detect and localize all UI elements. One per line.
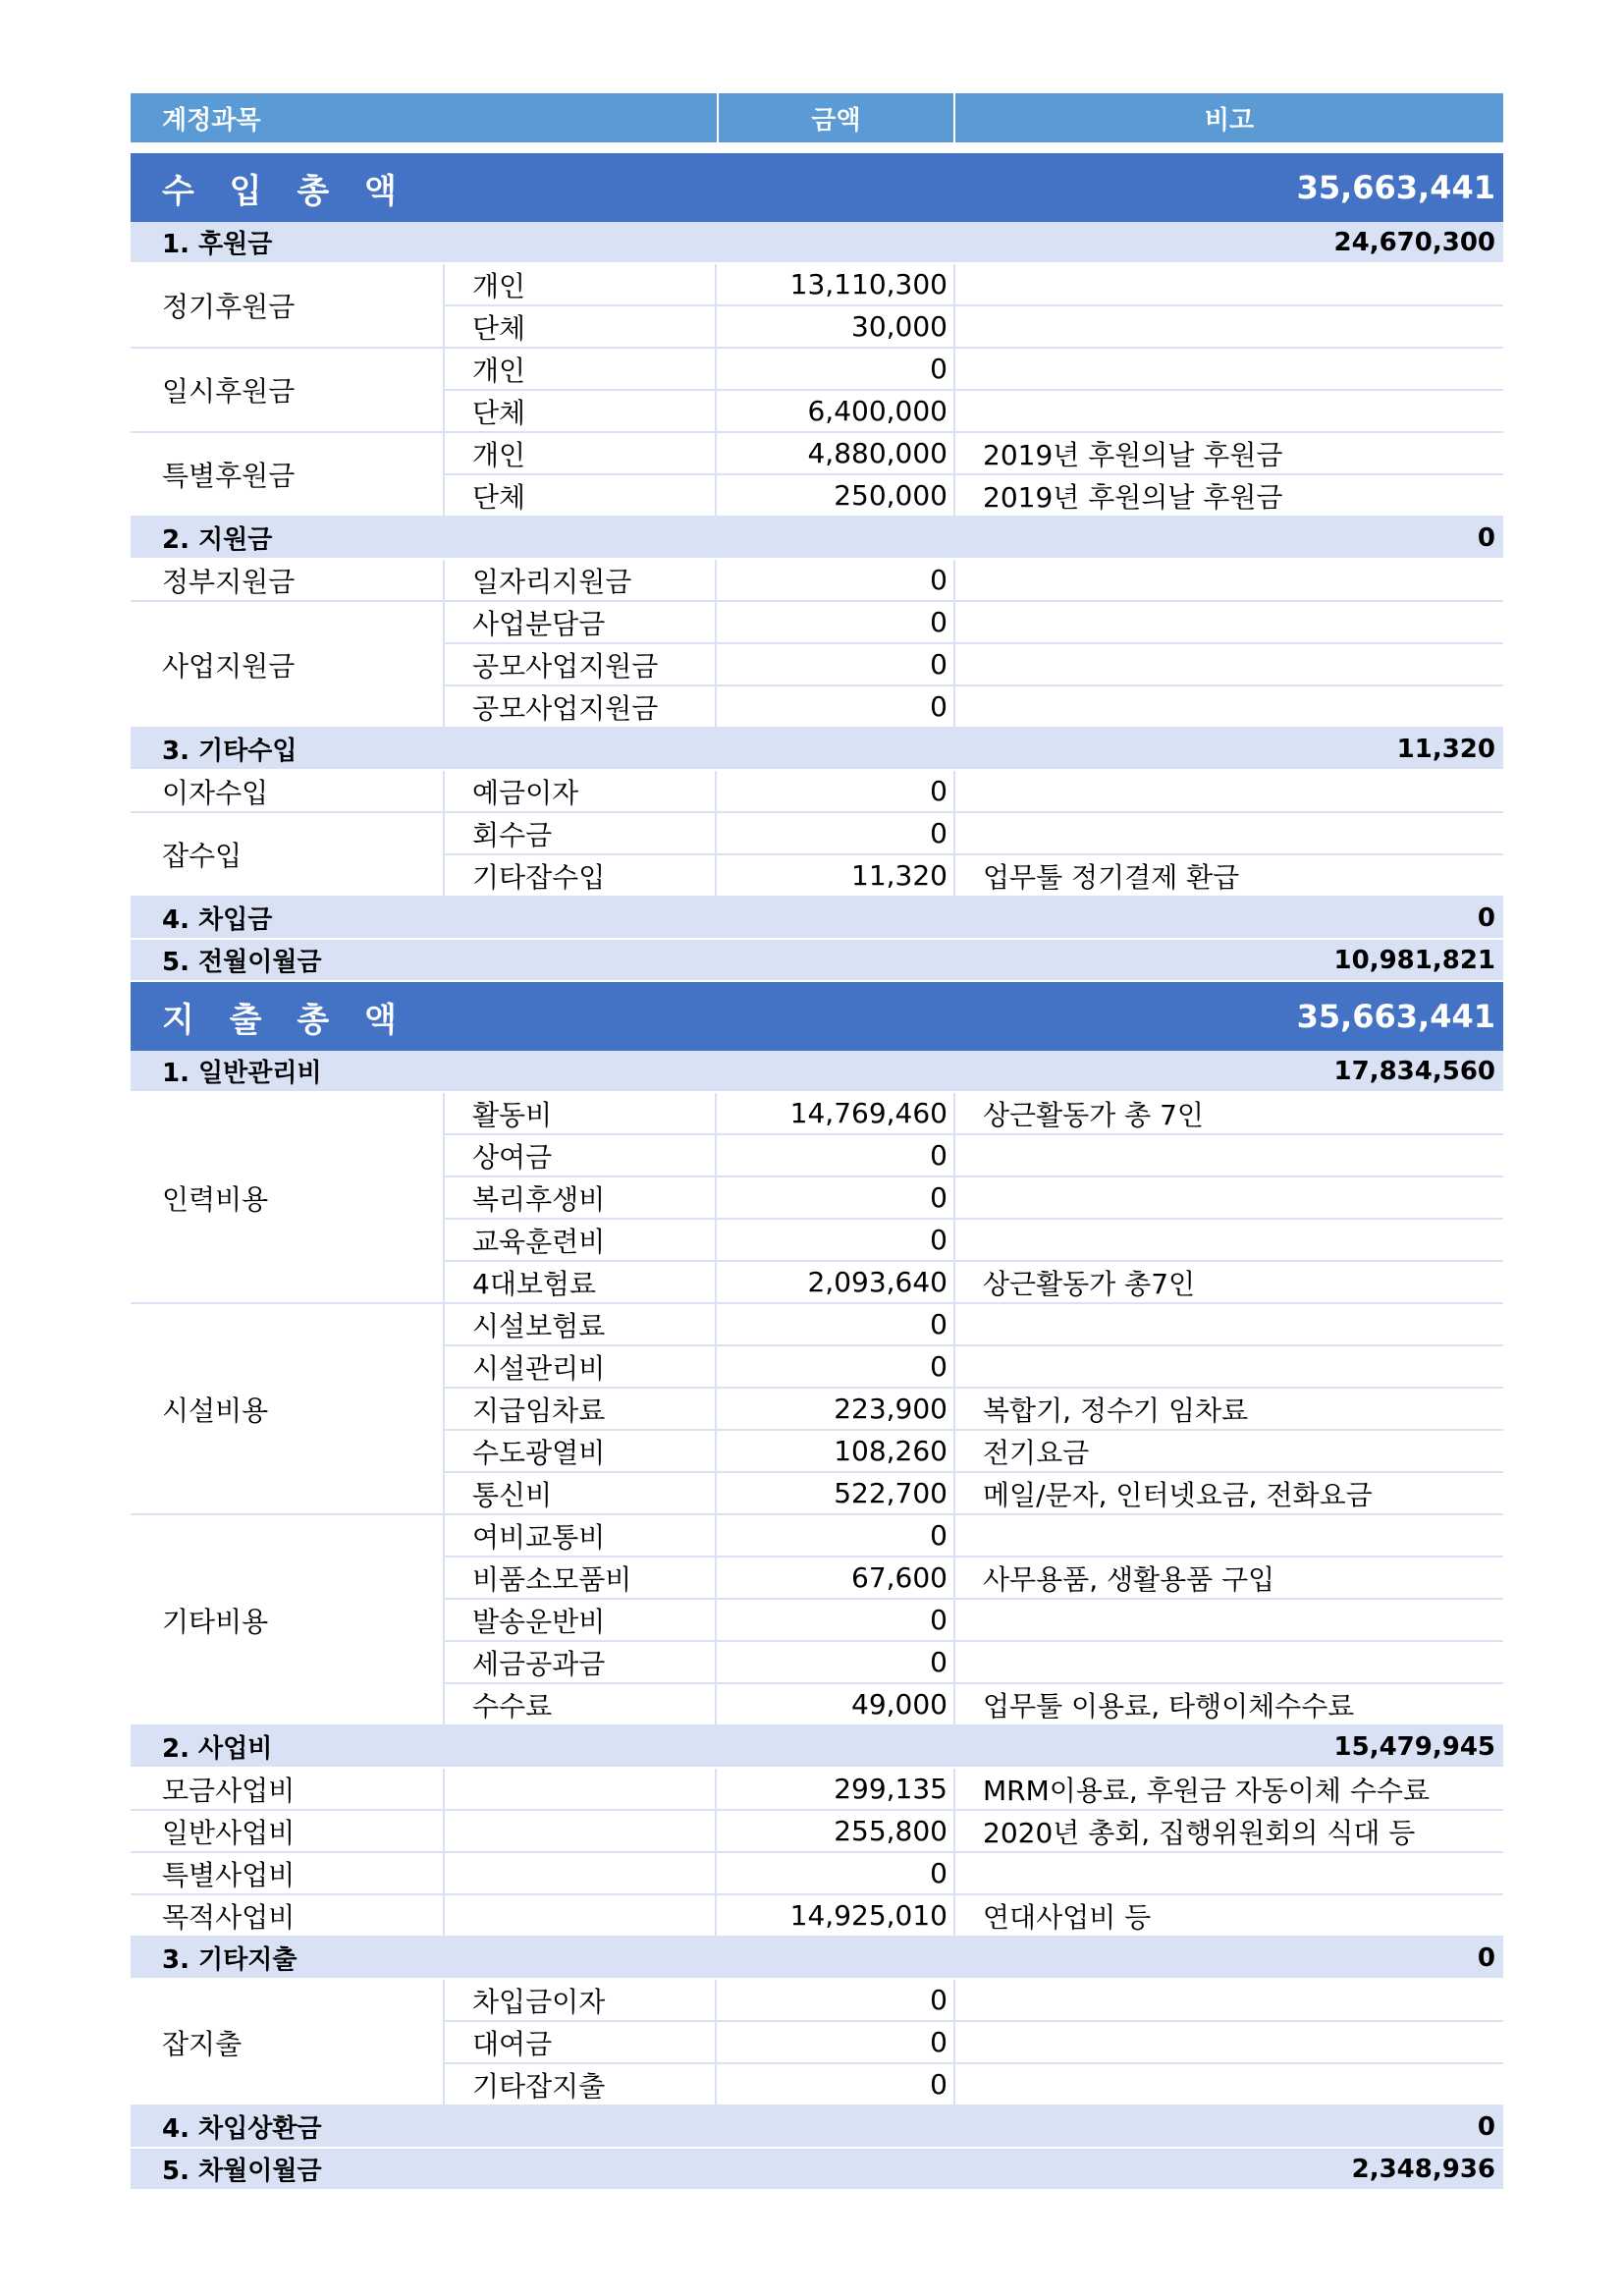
table-row bbox=[445, 2064, 1503, 2106]
table-row bbox=[445, 1473, 1503, 1515]
amount-cell: 0 bbox=[717, 1220, 955, 1260]
sub-account: 기타잡지출 bbox=[445, 2064, 717, 2105]
header-amount: 금액 bbox=[717, 93, 955, 142]
account-group bbox=[131, 1980, 1503, 2106]
table-row bbox=[445, 349, 1503, 391]
table-body bbox=[131, 153, 1503, 2191]
group-name: 일시후원금 bbox=[131, 349, 445, 433]
section-label: 5. 전월이월금 bbox=[162, 948, 322, 977]
account-group bbox=[131, 813, 1503, 898]
group-rows bbox=[445, 1304, 1503, 1515]
group-name: 잡지출 bbox=[131, 1980, 445, 2106]
group-rows bbox=[445, 602, 1503, 729]
amount-cell: 0 bbox=[717, 644, 955, 684]
group-rows bbox=[445, 1811, 1503, 1853]
remark-cell bbox=[955, 813, 1503, 853]
section-label: 2. 사업비 bbox=[162, 1734, 273, 1764]
section-header bbox=[131, 222, 1503, 264]
sub-account: 회수금 bbox=[445, 813, 717, 853]
amount-cell: 0 bbox=[717, 1642, 955, 1682]
remark-cell bbox=[955, 1853, 1503, 1893]
group-rows bbox=[445, 349, 1503, 433]
account-group bbox=[131, 349, 1503, 433]
table-row bbox=[445, 1304, 1503, 1346]
remark-cell bbox=[955, 1642, 1503, 1682]
section-total: 24,670,300 bbox=[1333, 227, 1495, 257]
section-label: 5. 차월이월금 bbox=[162, 2157, 322, 2186]
sub-account: 복리후생비 bbox=[445, 1177, 717, 1218]
group-name: 목적사업비 bbox=[131, 1895, 445, 1938]
account-group bbox=[131, 1811, 1503, 1853]
amount-cell: 0 bbox=[717, 813, 955, 853]
amount-cell: 0 bbox=[717, 771, 955, 811]
table-row bbox=[445, 433, 1503, 475]
account-group bbox=[131, 1895, 1503, 1938]
section-header bbox=[131, 518, 1503, 560]
table-header bbox=[131, 93, 1503, 142]
sub-account: 수수료 bbox=[445, 1684, 717, 1724]
remark-cell bbox=[955, 1135, 1503, 1175]
table-row bbox=[445, 475, 1503, 518]
sub-account: 개인 bbox=[445, 264, 717, 304]
sub-account: 발송운반비 bbox=[445, 1600, 717, 1640]
sub-account: 개인 bbox=[445, 433, 717, 473]
remark-cell bbox=[955, 2064, 1503, 2105]
table-row bbox=[445, 306, 1503, 349]
group-name: 특별후원금 bbox=[131, 433, 445, 518]
section-total: 0 bbox=[1477, 522, 1495, 553]
table-row bbox=[445, 1811, 1503, 1853]
group-rows bbox=[445, 1093, 1503, 1304]
section-header bbox=[131, 2106, 1503, 2149]
table-row bbox=[445, 1346, 1503, 1389]
table-row bbox=[445, 602, 1503, 644]
amount-cell: 250,000 bbox=[717, 475, 955, 516]
section-header bbox=[131, 940, 1503, 982]
sub-account: 차입금이자 bbox=[445, 1980, 717, 2020]
section-label: 3. 기타지출 bbox=[162, 1945, 298, 1975]
section-header bbox=[131, 898, 1503, 940]
table-row bbox=[445, 1895, 1503, 1938]
table-row bbox=[445, 686, 1503, 729]
group-rows bbox=[445, 264, 1503, 349]
group-rows bbox=[445, 1980, 1503, 2106]
sub-account: 지급임차료 bbox=[445, 1389, 717, 1429]
group-name: 인력비용 bbox=[131, 1093, 445, 1304]
group-rows bbox=[445, 771, 1503, 813]
table-row bbox=[445, 1515, 1503, 1558]
section-label: 1. 일반관리비 bbox=[162, 1059, 322, 1088]
table-row bbox=[445, 855, 1503, 898]
group-name: 모금사업비 bbox=[131, 1769, 445, 1811]
table-row bbox=[445, 1177, 1503, 1220]
sub-account: 수도광열비 bbox=[445, 1431, 717, 1471]
group-name: 기타비용 bbox=[131, 1515, 445, 1726]
header-account: 계정과목 bbox=[162, 105, 261, 136]
remark-cell bbox=[955, 391, 1503, 431]
amount-cell: 11,320 bbox=[717, 855, 955, 896]
spacer bbox=[131, 142, 1503, 153]
section-header bbox=[131, 2149, 1503, 2191]
section-total: 2,348,936 bbox=[1351, 2154, 1495, 2184]
table-row bbox=[445, 1600, 1503, 1642]
group-rows bbox=[445, 433, 1503, 518]
table-row bbox=[445, 1220, 1503, 1262]
amount-cell: 522,700 bbox=[717, 1473, 955, 1513]
amount-cell: 0 bbox=[717, 1304, 955, 1344]
sub-account: 활동비 bbox=[445, 1093, 717, 1133]
sub-account: 상여금 bbox=[445, 1135, 717, 1175]
amount-cell: 223,900 bbox=[717, 1389, 955, 1429]
section-header bbox=[131, 1938, 1503, 1980]
remark-cell bbox=[955, 560, 1503, 600]
sub-account bbox=[445, 1811, 717, 1851]
table-row bbox=[445, 1093, 1503, 1135]
group-rows bbox=[445, 1515, 1503, 1726]
section-total: 15,479,945 bbox=[1333, 1731, 1495, 1762]
table-row bbox=[445, 264, 1503, 306]
group-name: 특별사업비 bbox=[131, 1853, 445, 1895]
amount-cell: 108,260 bbox=[717, 1431, 955, 1471]
table-row bbox=[445, 1558, 1503, 1600]
amount-cell: 255,800 bbox=[717, 1811, 955, 1851]
remark-cell bbox=[955, 771, 1503, 811]
table-row bbox=[445, 2022, 1503, 2064]
sub-account: 공모사업지원금 bbox=[445, 686, 717, 727]
account-group bbox=[131, 433, 1503, 518]
account-group bbox=[131, 1853, 1503, 1895]
sub-account: 개인 bbox=[445, 349, 717, 389]
table-row bbox=[445, 391, 1503, 433]
sub-account: 공모사업지원금 bbox=[445, 644, 717, 684]
amount-cell: 0 bbox=[717, 1853, 955, 1893]
table-row bbox=[445, 1853, 1503, 1895]
amount-cell: 0 bbox=[717, 1135, 955, 1175]
table-row bbox=[445, 1135, 1503, 1177]
income-title: 수 입 총 액 bbox=[162, 171, 408, 211]
section-header bbox=[131, 1726, 1503, 1769]
remark-cell bbox=[955, 1220, 1503, 1260]
remark-cell: 메일/문자, 인터넷요금, 전화요금 bbox=[983, 1478, 1373, 1511]
section-header bbox=[131, 1051, 1503, 1093]
group-name: 시설비용 bbox=[131, 1304, 445, 1515]
amount-cell: 0 bbox=[717, 1177, 955, 1218]
section-total: 0 bbox=[1477, 902, 1495, 933]
remark-cell bbox=[955, 1515, 1503, 1556]
group-rows bbox=[445, 1853, 1503, 1895]
amount-cell: 0 bbox=[717, 1515, 955, 1556]
table-row bbox=[445, 1684, 1503, 1726]
table-row bbox=[445, 1262, 1503, 1304]
sub-account: 기타잡수입 bbox=[445, 855, 717, 896]
account-group bbox=[131, 1515, 1503, 1726]
table-row bbox=[445, 1769, 1503, 1811]
remark-cell: 전기요금 bbox=[983, 1436, 1090, 1469]
section-total: 0 bbox=[1477, 2111, 1495, 2142]
group-name: 정부지원금 bbox=[131, 560, 445, 602]
section-label: 2. 지원금 bbox=[162, 525, 273, 555]
budget-table bbox=[131, 93, 1503, 2191]
remark-cell bbox=[955, 2022, 1503, 2062]
section-total: 11,320 bbox=[1396, 734, 1495, 764]
remark-cell bbox=[955, 1980, 1503, 2020]
remark-cell: 2019년 후원의날 후원금 bbox=[983, 480, 1283, 514]
remark-cell: 복합기, 정수기 임차료 bbox=[983, 1394, 1249, 1427]
amount-cell: 299,135 bbox=[717, 1769, 955, 1809]
remark-cell bbox=[955, 264, 1503, 304]
sub-account: 단체 bbox=[445, 475, 717, 516]
remark-cell: 업무툴 정기결제 환급 bbox=[983, 860, 1240, 894]
sub-account: 통신비 bbox=[445, 1473, 717, 1513]
table-row bbox=[445, 1431, 1503, 1473]
amount-cell: 0 bbox=[717, 2022, 955, 2062]
sub-account: 4대보험료 bbox=[445, 1262, 717, 1302]
account-group bbox=[131, 560, 1503, 602]
amount-cell: 13,110,300 bbox=[717, 264, 955, 304]
amount-cell: 0 bbox=[717, 2064, 955, 2105]
income-total-bar bbox=[131, 153, 1503, 222]
account-group bbox=[131, 1304, 1503, 1515]
account-group bbox=[131, 771, 1503, 813]
group-name: 정기후원금 bbox=[131, 264, 445, 349]
expense-total: 35,663,441 bbox=[1296, 998, 1495, 1035]
remark-cell: 2019년 후원의날 후원금 bbox=[983, 438, 1283, 471]
group-rows bbox=[445, 1895, 1503, 1938]
section-label: 3. 기타수입 bbox=[162, 737, 298, 766]
account-group bbox=[131, 1769, 1503, 1811]
remark-cell bbox=[955, 349, 1503, 389]
table-row bbox=[445, 1642, 1503, 1684]
group-rows bbox=[445, 813, 1503, 898]
remark-cell bbox=[955, 1600, 1503, 1640]
amount-cell: 14,769,460 bbox=[717, 1093, 955, 1133]
expense-total-bar bbox=[131, 982, 1503, 1051]
section-label: 4. 차입상환금 bbox=[162, 2114, 322, 2144]
account-group bbox=[131, 1093, 1503, 1304]
amount-cell: 0 bbox=[717, 560, 955, 600]
sub-account: 일자리지원금 bbox=[445, 560, 717, 600]
table-row bbox=[445, 1389, 1503, 1431]
sub-account bbox=[445, 1769, 717, 1809]
sub-account bbox=[445, 1853, 717, 1893]
table-row bbox=[445, 560, 1503, 602]
amount-cell: 6,400,000 bbox=[717, 391, 955, 431]
group-name: 일반사업비 bbox=[131, 1811, 445, 1853]
section-total: 0 bbox=[1477, 1942, 1495, 1973]
account-group bbox=[131, 264, 1503, 349]
remark-cell: 상근활동가 총7인 bbox=[983, 1267, 1196, 1300]
section-label: 1. 후원금 bbox=[162, 230, 273, 259]
sub-account: 예금이자 bbox=[445, 771, 717, 811]
amount-cell: 0 bbox=[717, 1600, 955, 1640]
sub-account bbox=[445, 1895, 717, 1936]
remark-cell: 사무용품, 생활용품 구입 bbox=[983, 1562, 1275, 1596]
amount-cell: 67,600 bbox=[717, 1558, 955, 1598]
sub-account: 시설보험료 bbox=[445, 1304, 717, 1344]
amount-cell: 0 bbox=[717, 1346, 955, 1387]
group-name: 사업지원금 bbox=[131, 602, 445, 729]
sub-account: 시설관리비 bbox=[445, 1346, 717, 1387]
account-group bbox=[131, 602, 1503, 729]
amount-cell: 0 bbox=[717, 1980, 955, 2020]
remark-cell bbox=[955, 306, 1503, 347]
header-remark: 비고 bbox=[1204, 105, 1255, 136]
income-total: 35,663,441 bbox=[1296, 169, 1495, 206]
remark-cell bbox=[955, 1346, 1503, 1387]
remark-cell: 연대사업비 등 bbox=[983, 1900, 1152, 1934]
group-rows bbox=[445, 1769, 1503, 1811]
remark-cell bbox=[955, 1177, 1503, 1218]
sub-account: 비품소모품비 bbox=[445, 1558, 717, 1598]
amount-cell: 14,925,010 bbox=[717, 1895, 955, 1936]
sub-account: 여비교통비 bbox=[445, 1515, 717, 1556]
sub-account: 교육훈련비 bbox=[445, 1220, 717, 1260]
remark-cell bbox=[955, 686, 1503, 727]
remark-cell: MRM이용료, 후원금 자동이체 수수료 bbox=[983, 1774, 1430, 1807]
section-total: 10,981,821 bbox=[1333, 945, 1495, 975]
table-row bbox=[445, 813, 1503, 855]
remark-cell: 2020년 총회, 집행위원회의 식대 등 bbox=[983, 1816, 1416, 1849]
sub-account: 단체 bbox=[445, 306, 717, 347]
amount-cell: 0 bbox=[717, 686, 955, 727]
amount-cell: 30,000 bbox=[717, 306, 955, 347]
group-name: 이자수입 bbox=[131, 771, 445, 813]
section-total: 17,834,560 bbox=[1333, 1056, 1495, 1086]
section-label: 4. 차입금 bbox=[162, 905, 273, 935]
group-name: 잡수입 bbox=[131, 813, 445, 898]
sub-account: 사업분담금 bbox=[445, 602, 717, 642]
remark-cell bbox=[955, 1304, 1503, 1344]
amount-cell: 2,093,640 bbox=[717, 1262, 955, 1302]
amount-cell: 4,880,000 bbox=[717, 433, 955, 473]
remark-cell: 상근활동가 총 7인 bbox=[983, 1098, 1204, 1131]
amount-cell: 49,000 bbox=[717, 1684, 955, 1724]
group-rows bbox=[445, 560, 1503, 602]
table-row bbox=[445, 1980, 1503, 2022]
expense-title: 지 출 총 액 bbox=[162, 1000, 408, 1040]
amount-cell: 0 bbox=[717, 349, 955, 389]
sub-account: 단체 bbox=[445, 391, 717, 431]
table-row bbox=[445, 644, 1503, 686]
section-header bbox=[131, 729, 1503, 771]
remark-cell bbox=[955, 644, 1503, 684]
remark-cell: 업무툴 이용료, 타행이체수수료 bbox=[983, 1689, 1355, 1722]
amount-cell: 0 bbox=[717, 602, 955, 642]
remark-cell bbox=[955, 602, 1503, 642]
table-row bbox=[445, 771, 1503, 813]
sub-account: 대여금 bbox=[445, 2022, 717, 2062]
sub-account: 세금공과금 bbox=[445, 1642, 717, 1682]
